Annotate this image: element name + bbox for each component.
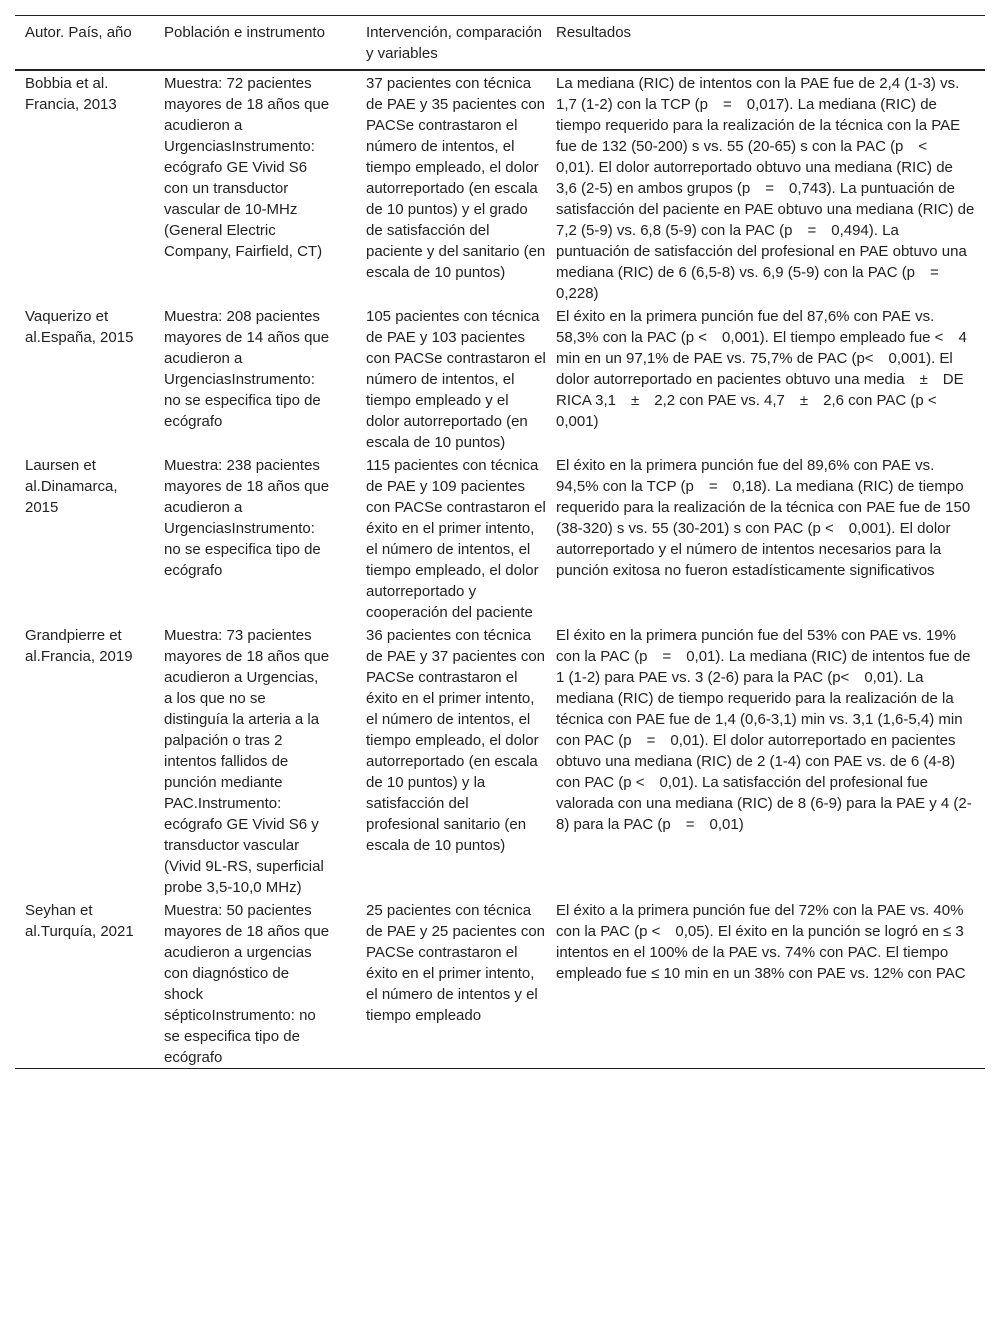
header-author: Autor. País, año: [25, 24, 132, 41]
cell-intervention: 37 pacientes con técnica de PAE y 35 pacientes con PACSe contrastaron el número de intentos, el tiempo empleado, el dolor autorreportado (en escala de 10 puntos) y el grado de satisfacción del paciente y del sanitario (en escala de 10 puntos): [366, 75, 550, 281]
cell-author: Laursen et al.Dinamarca, 2015: [25, 457, 122, 516]
table-row: [15, 898, 985, 1069]
table-row: [15, 70, 985, 304]
cell-results: La mediana (RIC) de intentos con la PAE fue de 2,4 (1-3) vs. 1,7 (1-2) con la TCP (p = 0,017). La mediana (RIC) de tiempo requerido para la realización de la técnica con la PAE fue de 132 (50-200) s vs. 55 (20-65) s con la PAC (p < 0,01). El dolor autorreportado obtuvo una mediana (RIC) de 3,6 (2-5) en ambos grupos (p = 0,743). La puntuación de satisfacción del paciente en PAE obtuvo una mediana (RIC) de 7,2 (5-9) vs. 6,8 (5-9) con la PAC (p = 0,494). La puntuación de satisfacción del profesional en PAE obtuvo una mediana (RIC) de 6 (6,5-8) vs. 6,9 (5-9) con la PAC (p = 0,228): [556, 75, 979, 302]
cell-intervention: 25 pacientes con técnica de PAE y 25 pacientes con PACSe contrastaron el éxito en el primer intento, el número de intentos y el tiempo empleado: [366, 902, 550, 1024]
cell-intervention: 36 pacientes con técnica de PAE y 37 pacientes con PACSe contrastaron el éxito en el primer intento, el número de intentos, el tiempo empleado, el dolor autorreportado (en escala de 10 puntos) y la satisfacción del profesional sanitario (en escala de 10 puntos): [366, 627, 550, 854]
cell-results: El éxito a la primera punción fue del 72% con la PAE vs. 40% con la PAC (p < 0,05). El éxito en la punción se logró en ≤ 3 intentos en el 100% de la PAE vs. 74% con PAC. El tiempo empleado fue ≤ 10 min en un 38% con PAE vs. 12% con PAC: [556, 902, 968, 982]
cell-population: Muestra: 73 pacientes mayores de 18 años que acudieron a Urgencias, a los que no se distinguía la arteria a la palpación o tras 2 intentos fallidos de punción mediante PAC.Instrumento: ecógrafo GE Vivid S6 y transductor vascular (Vivid 9L-RS, superficial probe 3,5-10,0 MHz): [164, 627, 334, 896]
header-row: [15, 16, 985, 71]
table-header: [15, 16, 985, 71]
studies-table: [15, 15, 985, 1069]
cell-author: Vaquerizo et al.España, 2015: [25, 308, 134, 346]
cell-population: Muestra: 50 pacientes mayores de 18 años que acudieron a urgencias con diagnóstico de shock sépticoInstrumento: no se especifica tipo de ecógrafo: [164, 902, 334, 1066]
cell-population: Muestra: 208 pacientes mayores de 14 años que acudieron a UrgenciasInstrumento: no se especifica tipo de ecógrafo: [164, 308, 334, 430]
header-intervention: Intervención, comparación y variables: [366, 24, 547, 62]
cell-intervention: 115 pacientes con técnica de PAE y 109 pacientes con PACSe contrastaron el éxito en el primer intento, el número de intentos, el tiempo empleado, el dolor autorreportado y cooperación del paciente: [366, 457, 550, 621]
table-row: [15, 304, 985, 453]
cell-author: Seyhan et al.Turquía, 2021: [25, 902, 134, 940]
table-body: [15, 70, 985, 1069]
cell-population: Muestra: 72 pacientes mayores de 18 años que acudieron a UrgenciasInstrumento: ecógrafo GE Vivid S6 con un transductor vascular de 10-MHz (General Electric Company, Fairfield, CT): [164, 75, 334, 260]
studies-table-container: [15, 15, 985, 1069]
cell-results: El éxito en la primera punción fue del 87,6% con PAE vs. 58,3% con la PAC (p < 0,001). El tiempo empleado fue < 4 min en un 97,1% de PAE vs. 75,7% de PAC (p< 0,001). El dolor autorreportado en pacientes obtuvo una media ± DE RICA 3,1 ± 2,2 con PAE vs. 4,7 ± 2,6 con PAC (p < 0,001): [556, 308, 971, 430]
table-row: [15, 453, 985, 623]
header-population: Población e instrumento: [164, 24, 325, 41]
table-row: [15, 623, 985, 898]
header-results: Resultados: [556, 24, 632, 41]
cell-results: El éxito en la primera punción fue del 53% con PAE vs. 19% con la PAC (p = 0,01). La mediana (RIC) de intentos fue de 1 (1-2) para PAE vs. 3 (2-6) para la PAC (p< 0,01). La mediana (RIC) de tiempo requerido para la realización de la técnica con PAE fue de 1,4 (0,6-3,1) min vs. 3,1 (1,6-5,4) min con PAC (p = 0,01). El dolor autorreportado en pacientes obtuvo una mediana (RIC) de 2 (1-4) con PAE vs. de 6 (4-8) con PAC (p < 0,01). La satisfacción del profesional fue valorada con una mediana (RIC) de 8 (6-9) para la PAE y 4 (2-8) para la PAC (p = 0,01): [556, 627, 975, 833]
cell-population: Muestra: 238 pacientes mayores de 18 años que acudieron a UrgenciasInstrumento: no se especifica tipo de ecógrafo: [164, 457, 334, 579]
cell-author: Grandpierre et al.Francia, 2019: [25, 627, 133, 665]
cell-author: Bobbia et al. Francia, 2013: [25, 75, 117, 113]
cell-results: El éxito en la primera punción fue del 89,6% con PAE vs. 94,5% con la TCP (p = 0,18). La mediana (RIC) de tiempo requerido para la realización de la técnica con PAE fue de 150 (38-320) s vs. 55 (30-201) s con PAC (p < 0,001). El dolor autorreportado y el número de intentos necesarios para la punción exitosa no fueron estadísticamente significativos: [556, 457, 975, 579]
cell-intervention: 105 pacientes con técnica de PAE y 103 pacientes con PACSe contrastaron el número de intentos, el tiempo empleado y el dolor autorreportado (en escala de 10 puntos): [366, 308, 550, 451]
